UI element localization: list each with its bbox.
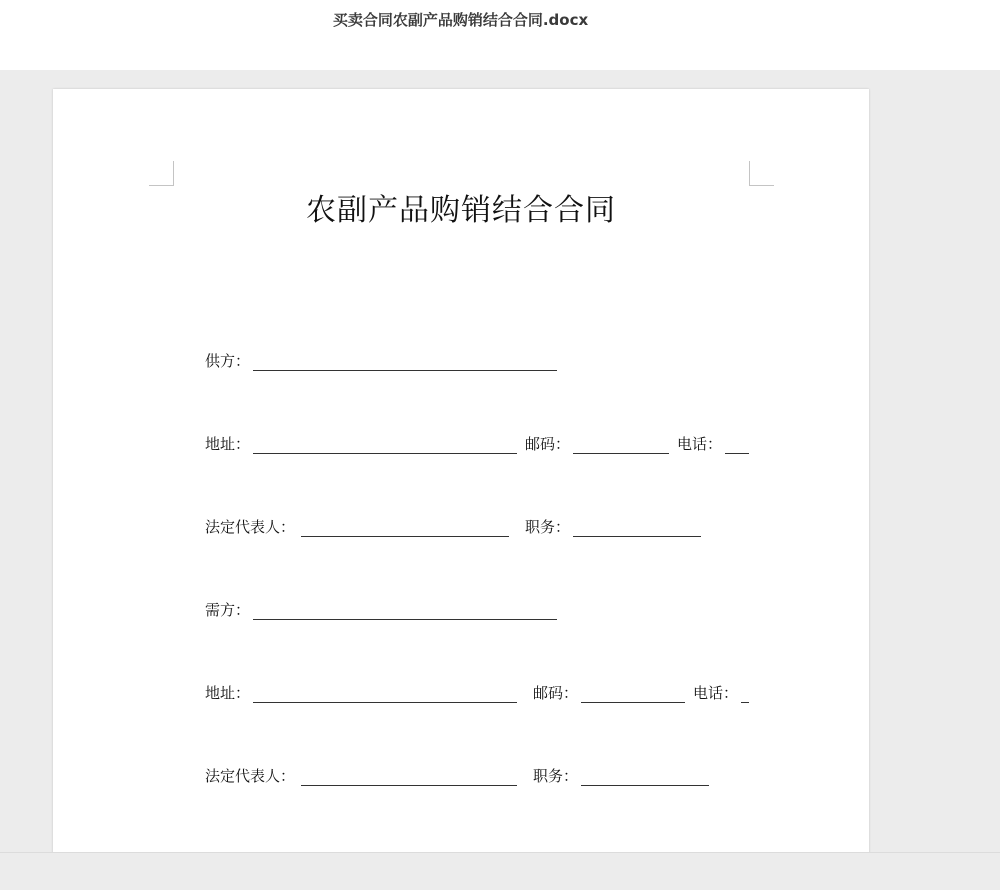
supplier-address-label: 地址： (205, 435, 251, 453)
buyer-name-blank[interactable] (253, 600, 557, 620)
buyer-address-label: 地址： (205, 684, 251, 702)
document-viewer[interactable] (0, 70, 1000, 852)
buyer-postcode-blank[interactable] (581, 683, 685, 703)
bottom-status-bar (0, 852, 1000, 890)
supplier-phone-label: 电话： (677, 435, 723, 453)
supplier-phone-blank[interactable] (725, 434, 749, 454)
buyer-phone-label: 电话： (693, 684, 739, 702)
buyer-postcode-label: 邮码： (533, 684, 579, 702)
supplier-address-blank[interactable] (253, 434, 517, 454)
supplier-label: 供方： (205, 352, 251, 370)
buyer-position-label: 职务： (533, 767, 579, 785)
buyer-position-blank[interactable] (581, 766, 709, 786)
title-bar (0, 0, 1000, 70)
buyer-address-blank[interactable] (253, 683, 517, 703)
supplier-name-blank[interactable] (253, 351, 557, 371)
supplier-postcode-label: 邮码： (525, 435, 571, 453)
supplier-position-blank[interactable] (573, 517, 701, 537)
buyer-phone-blank[interactable] (741, 683, 749, 703)
margin-corner-mark-right (749, 161, 774, 186)
supplier-position-label: 职务： (525, 518, 571, 536)
document-page (53, 89, 869, 852)
contract-title: 农副产品购销结合合同 (306, 193, 616, 228)
margin-corner-mark-left (149, 161, 174, 186)
document-filename: 买卖合同农副产品购销结合合同.docx (332, 11, 589, 29)
buyer-legal-rep-label: 法定代表人： (205, 767, 296, 785)
supplier-postcode-blank[interactable] (573, 434, 669, 454)
supplier-legal-rep-label: 法定代表人： (205, 518, 296, 536)
supplier-legal-rep-blank[interactable] (301, 517, 509, 537)
buyer-legal-rep-blank[interactable] (301, 766, 517, 786)
buyer-label: 需方： (205, 601, 251, 619)
